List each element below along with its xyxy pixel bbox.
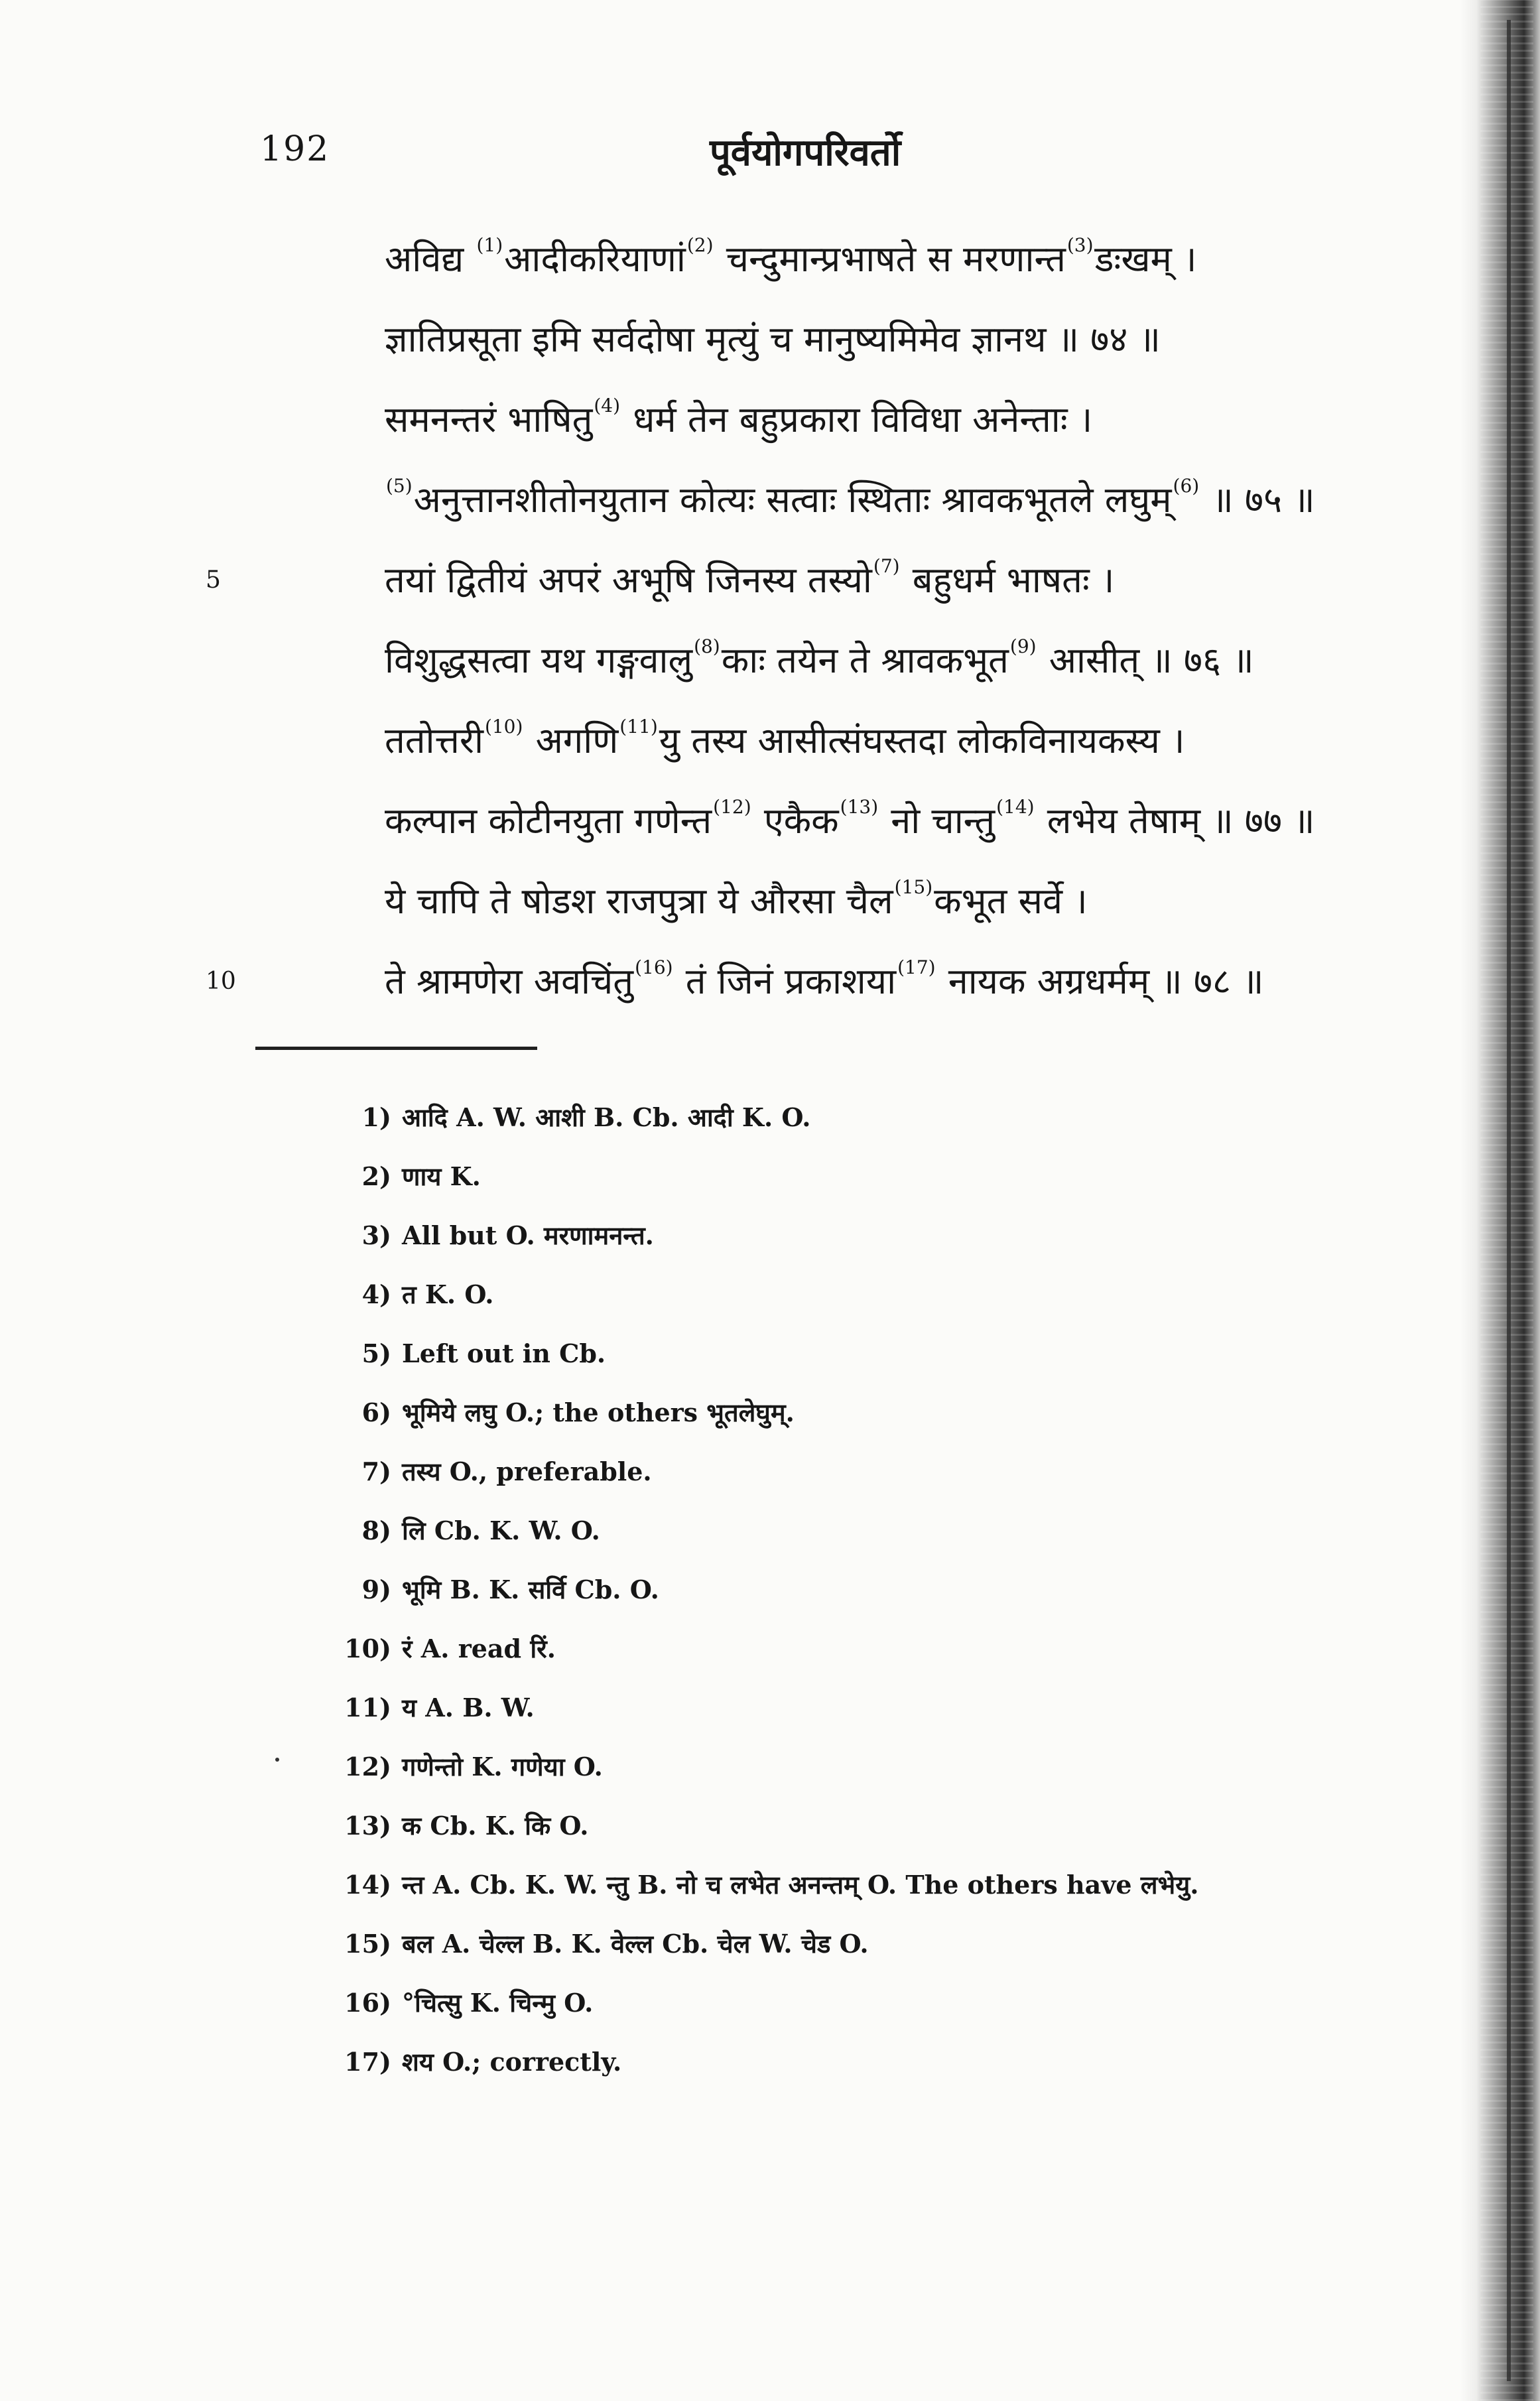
- footnote-text: All but O. मरणामनन्त.: [402, 1220, 654, 1250]
- footnote-number: 4): [361, 1279, 391, 1309]
- footnote-number: 10): [344, 1634, 391, 1663]
- footnote-text: आदि A. W. आशी B. Cb. आदी K. O.: [402, 1102, 811, 1132]
- footnote-text: य A. B. W.: [402, 1693, 535, 1722]
- verse-text: नायक अग्रधर्मम् ॥ ७८ ॥: [936, 960, 1264, 1002]
- footnote-item: [338, 1501, 1439, 1560]
- footnote-item: [338, 1442, 1439, 1501]
- verse-text: काः तयेन ते श्रावकभूत: [721, 639, 1009, 681]
- footnote-text: लि Cb. K. W. O.: [402, 1516, 600, 1545]
- verse-text: ये चापि ते षोडश राजपुत्रा ये औरसा चैल: [385, 880, 893, 922]
- verse-text: बहुधर्म भाषतः ।: [901, 559, 1115, 601]
- footnote-number: 2): [361, 1161, 391, 1191]
- verse-text: ततोत्तरी: [385, 720, 483, 761]
- footnote-item: [338, 1855, 1439, 1914]
- footnote-reference: (1): [476, 234, 503, 256]
- verse-text: डःखम् ।: [1094, 238, 1197, 280]
- verse-text: चन्दुमान्प्रभाषते स मरणान्त: [714, 238, 1066, 280]
- footnote-reference: (17): [897, 956, 936, 978]
- verse-text: एकैक: [752, 800, 839, 842]
- footnote-reference: (6): [1173, 475, 1200, 497]
- verse-text: समनन्तरं भाषितु: [385, 399, 593, 440]
- verse-line: [385, 299, 1446, 379]
- verse-text: अगणि: [524, 720, 619, 761]
- verse-text: ज्ञातिप्रसूता इमि सर्वदोषा मृत्युं च मानुष्यमिमेव ज्ञानथ ॥ ७४ ॥: [385, 318, 1161, 360]
- footnote-text: बल A. चेल्ल B. K. वेल्ल Cb. चेल W. चेड O.: [402, 1929, 869, 1959]
- footnote-number: 16): [344, 1988, 391, 2018]
- footnote-item: [338, 1147, 1439, 1206]
- footnote-text: त K. O.: [402, 1279, 494, 1309]
- footnote-reference: (3): [1066, 234, 1094, 256]
- footnote-number: 8): [361, 1516, 391, 1545]
- verse-text: धर्म तेन बहुप्रकारा विविधा अनेन्ताः ।: [621, 399, 1093, 440]
- footnote-number: 6): [361, 1397, 391, 1427]
- verse-line: [385, 219, 1446, 299]
- stray-dot: [275, 1758, 279, 1762]
- footnote-text: णाय K.: [402, 1161, 481, 1191]
- footnote-text: न्त A. Cb. K. W. न्तु B. नो च लभेत अनन्तम् O. The others have लभेयु.: [402, 1870, 1199, 1900]
- footnote-text: Left out in Cb.: [402, 1338, 606, 1368]
- footnote-number: 11): [344, 1693, 391, 1722]
- verse-line: [206, 941, 1446, 1021]
- verse-text: अविद्य: [385, 238, 476, 280]
- footnote-reference: (11): [619, 716, 658, 738]
- line-number-marker: 10: [206, 968, 236, 995]
- verse-line: [385, 460, 1446, 540]
- footnote-item: [338, 2032, 1439, 2091]
- footnote-number: 9): [361, 1575, 391, 1604]
- footnote-reference: (7): [873, 555, 900, 577]
- footnote-item: [338, 1383, 1439, 1442]
- footnotes-list: [338, 1088, 1439, 2091]
- footnote-text: °चित्सु K. चिन्मु O.: [402, 1988, 594, 2018]
- footnote-reference: (9): [1009, 635, 1037, 657]
- line-number-marker: 5: [206, 566, 221, 594]
- footnote-item: [338, 1914, 1439, 1973]
- footnote-text: गणेन्तो K. गणेया O.: [402, 1752, 603, 1782]
- footnote-item: [338, 1619, 1439, 1678]
- footnote-reference: (14): [996, 796, 1035, 818]
- footnote-item: [338, 1973, 1439, 2032]
- footnote-text: रं A. read रिं.: [402, 1634, 556, 1663]
- footnote-text: भूमिये लघु O.; the others भूतलेघुम्.: [402, 1397, 795, 1427]
- verse-line: [206, 540, 1446, 620]
- verse-text: अनुत्तानशीतोनयुतान कोत्यः सत्वाः स्थिताः श्रावकभूतले लघुम्: [413, 479, 1172, 521]
- verse-block: [206, 219, 1446, 1021]
- footnote-reference: (8): [694, 635, 720, 657]
- footnote-text: शय O.; correctly.: [402, 2047, 622, 2077]
- footnote-item: [338, 1796, 1439, 1855]
- footnote-number: 17): [344, 2047, 391, 2077]
- footnote-number: 1): [361, 1102, 391, 1132]
- footnote-reference: (10): [484, 716, 523, 738]
- footnote-number: 3): [361, 1220, 391, 1250]
- footnote-number: 12): [344, 1752, 391, 1782]
- verse-text: आदीकरियाणां: [504, 238, 686, 280]
- verse-line: [385, 861, 1446, 941]
- verse-text: ॥ ७५ ॥: [1200, 479, 1315, 521]
- footnote-text: क Cb. K. कि O.: [402, 1811, 589, 1841]
- footnote-reference: (13): [840, 796, 879, 818]
- footnote-item: [338, 1324, 1439, 1383]
- running-title: पूर्वयोगपरिवर्तो: [710, 131, 901, 174]
- footnote-reference: (15): [894, 876, 933, 898]
- footnote-reference: (12): [713, 796, 751, 818]
- page-number: 192: [260, 129, 330, 169]
- verse-text: विशुद्धसत्वा यथ गङ्गवालु: [385, 639, 693, 681]
- footnote-reference: (5): [386, 475, 413, 497]
- footnote-reference: (16): [635, 956, 673, 978]
- verse-text: नो चान्तु: [879, 800, 995, 842]
- verse-line: [385, 379, 1446, 460]
- footnote-reference: (4): [594, 395, 621, 417]
- footnote-item: [338, 1560, 1439, 1619]
- verse-line: [385, 620, 1446, 700]
- footnote-number: 13): [344, 1811, 391, 1841]
- footnote-item: [338, 1265, 1439, 1324]
- footnote-reference: (2): [686, 234, 714, 256]
- verse-line: [385, 700, 1446, 781]
- verse-text: तयां द्वितीयं अपरं अभूषि जिनस्य तस्यो: [385, 559, 872, 601]
- verse-text: लभेय तेषाम् ॥ ७७ ॥: [1035, 800, 1315, 842]
- footnote-item: [338, 1206, 1439, 1265]
- footnote-item: [338, 1678, 1439, 1737]
- footnote-item: [338, 1737, 1439, 1796]
- page-edge-line: [1507, 20, 1511, 2381]
- footnote-item: [338, 1088, 1439, 1147]
- verse-text: कल्पान कोटीनयुता गणेन्त: [385, 800, 712, 842]
- footnote-number: 5): [361, 1338, 391, 1368]
- verse-text: कभूत सर्वे ।: [934, 880, 1088, 922]
- footnote-text: भूमि B. K. सर्वि Cb. O.: [402, 1575, 659, 1604]
- footnote-number: 7): [361, 1457, 391, 1486]
- footnote-number: 15): [344, 1929, 391, 1959]
- verse-text: तं जिनं प्रकाशया: [674, 960, 897, 1002]
- footnote-separator: [255, 1047, 537, 1050]
- verse-text: ते श्रामणेरा अवचिंतु: [385, 960, 634, 1002]
- footnote-number: 14): [344, 1870, 391, 1900]
- verse-text: आसीत् ॥ ७६ ॥: [1037, 639, 1254, 681]
- verse-text: यु तस्य आसीत्संघस्तदा लोकविनायकस्य ।: [659, 720, 1185, 761]
- verse-line: [385, 781, 1446, 861]
- footnote-text: तस्य O., preferable.: [402, 1457, 652, 1486]
